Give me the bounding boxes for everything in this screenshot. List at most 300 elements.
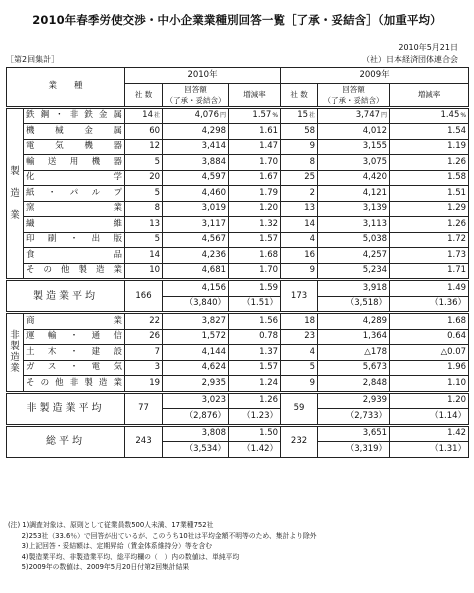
companies-2009-value: 18 (304, 315, 316, 326)
amount-2009 (318, 186, 390, 202)
table-row (7, 248, 469, 264)
rate-2010-value: 1.37 (259, 346, 279, 357)
amount-2010 (163, 345, 229, 361)
rate-2009 (390, 186, 469, 202)
companies-2010-value: 7 (154, 346, 161, 357)
companies-2009 (281, 313, 318, 330)
simple-avg-amount-2009-value: （2,733） (345, 410, 388, 421)
table-row (7, 139, 469, 155)
simple-avg-rate-2010-value: （1.42） (242, 443, 279, 454)
companies-2009-value: 2 (309, 187, 316, 198)
summary-rate-2010 (229, 425, 281, 442)
amount-2009 (318, 360, 390, 376)
simple-avg-rate-2009 (390, 409, 469, 426)
summary-rate-2010 (229, 392, 281, 409)
amount-2010-value: 4,460 (201, 187, 227, 198)
amount-2010-value: 4,076 (194, 110, 219, 121)
industry-name: 土木・建設 (24, 345, 125, 361)
rate-2010 (229, 360, 281, 376)
rate-2010 (229, 217, 281, 233)
amount-2009-value: 5,038 (362, 234, 388, 245)
rate-2009 (390, 313, 469, 330)
summary-amount-2009 (318, 392, 390, 409)
summary-amount-2010 (163, 425, 229, 442)
industry-name: 鉄鋼・非鉄金属 (24, 107, 125, 124)
amount-2010-value: 4,144 (201, 346, 227, 357)
summary-companies-2009-value: 59 (293, 403, 305, 413)
table-row (7, 232, 469, 248)
rate-2010 (229, 107, 281, 124)
summary-rate-2009 (390, 392, 469, 409)
rate-2009 (390, 376, 469, 393)
companies-2009 (281, 139, 318, 155)
amount-2009-value: 1,364 (362, 331, 388, 342)
companies-2010-value: 5 (154, 156, 161, 167)
rate-2009 (390, 360, 469, 376)
amount-2009-value: △178 (364, 346, 388, 357)
rate-2009-value: 1.10 (447, 377, 467, 388)
industry-name: 食品 (24, 248, 125, 264)
amount-2009 (318, 232, 390, 248)
amount-2009 (318, 124, 390, 140)
simple-avg-amount-2009 (318, 296, 390, 313)
amount-2009-value: 3,747 (355, 110, 381, 121)
rate-2009-value: 0.64 (447, 331, 467, 342)
footnote-line: (注) 1)調査対象は、原則として従業員数500人未満、17業種752社 (8, 521, 214, 529)
amount-2009-value: 3,139 (362, 203, 388, 214)
summary-rate-2009-value: 1.49 (447, 282, 467, 293)
amount-2010-value: 2,935 (201, 377, 227, 388)
amount-2010-value: 4,681 (201, 265, 227, 276)
group-label-nonmfg: 非 製 造 業 (7, 313, 24, 393)
rate-2009-value: 1.45 (440, 110, 460, 121)
amount-2010 (163, 248, 229, 264)
amount-2010 (163, 232, 229, 248)
amount-2010 (163, 155, 229, 171)
summary-rate-2009 (390, 425, 469, 442)
tally-label: ［第2回集計］ (6, 55, 60, 64)
companies-2009 (281, 170, 318, 186)
industry-name: 繊維 (24, 217, 125, 233)
amount-2009 (318, 248, 390, 264)
summary-row-nonmfg_avg (7, 392, 469, 409)
companies-2009-value: 9 (309, 265, 316, 276)
header-row (7, 68, 469, 84)
summary-companies-2009-value: 173 (290, 290, 308, 301)
rate-2010-value: 1.47 (259, 141, 279, 152)
amount-2010 (163, 107, 229, 124)
summary-amount-2009-value: 3,918 (362, 282, 388, 293)
rate-2010 (229, 376, 281, 393)
companies-2010-value: 5 (154, 187, 161, 198)
summary-rate-2010-value: 1.26 (259, 395, 279, 406)
footnote-line: 2)253社（33.6％）で回答が出ているが、このうち10社は平均金額不明等のため、集計より除外 (8, 531, 317, 540)
simple-avg-rate-2009-value: （1.14） (430, 410, 467, 421)
industry-name: その他非製造業 (24, 376, 125, 393)
rate-2010-value: 1.70 (259, 156, 279, 167)
industry-name: その他製造業 (24, 263, 125, 280)
amount-2010 (163, 329, 229, 345)
companies-2009 (281, 376, 318, 393)
rate-2009-value: 1.26 (447, 156, 467, 167)
rate-2009 (390, 107, 469, 124)
rate-2010-value: 1.57 (259, 234, 279, 245)
rate-2009 (390, 345, 469, 361)
companies-2009 (281, 107, 318, 124)
summary-amount-2009 (318, 425, 390, 442)
companies-2010 (125, 186, 163, 202)
simple-avg-amount-2010-value: （3,840） (184, 298, 227, 309)
amount-2010-value: 4,236 (201, 249, 227, 260)
summary-rate-2010 (229, 280, 281, 297)
table-row (7, 170, 469, 186)
rate-2009-value: 1.96 (447, 362, 467, 373)
companies-2009-value: 9 (309, 141, 316, 152)
summary-amount-2010 (163, 280, 229, 297)
rate-2010 (229, 170, 281, 186)
amount-2010 (163, 170, 229, 186)
summary-amount-2010-value: 3,023 (201, 395, 227, 406)
rate-2009 (390, 155, 469, 171)
document-title: 2010年春季労使交渉・中小企業業種別回答一覧［了承・妥結含］（加重平均） (32, 13, 442, 27)
rate-2009 (390, 232, 469, 248)
unit-mark: 社 (309, 112, 316, 120)
simple-avg-amount-2010 (163, 296, 229, 313)
summary-companies-2010-value: 77 (138, 403, 149, 413)
simple-avg-amount-2010 (163, 409, 229, 426)
amount-2009 (318, 107, 390, 124)
amount-2010-value: 4,624 (201, 362, 227, 373)
amount-2009-value: 3,075 (362, 156, 388, 167)
industry-name: 紙・パルプ (24, 186, 125, 202)
amount-2009 (318, 345, 390, 361)
amount-2010-value: 3,117 (201, 218, 227, 229)
table-row (7, 124, 469, 140)
companies-2009-value: 5 (309, 362, 316, 373)
companies-2010-value: 5 (154, 234, 161, 245)
companies-2009 (281, 360, 318, 376)
summary-companies-2010-value: 243 (135, 436, 152, 446)
companies-2010 (125, 329, 163, 345)
companies-2010-value: 19 (149, 377, 161, 388)
simple-avg-rate-2010-value: （1.23） (242, 410, 279, 421)
companies-2009 (281, 201, 318, 217)
unit-mark: 社 (154, 112, 161, 120)
companies-2009 (281, 124, 318, 140)
companies-2010-value: 10 (149, 265, 161, 276)
source-org: （社）日本経済団体連合会 (362, 55, 458, 64)
rate-2009-value: 1.72 (447, 234, 467, 245)
companies-2010-value: 14 (142, 110, 153, 121)
amount-2010-value: 3,414 (201, 141, 227, 152)
summary-amount-2010-value: 4,156 (201, 282, 227, 293)
companies-2009-value: 15 (297, 110, 309, 121)
rate-2009-value: △0.07 (440, 346, 467, 357)
industry-name: 運輸・通信 (24, 329, 125, 345)
amount-2010-value: 3,019 (201, 203, 227, 214)
companies-2009-value: 8 (309, 156, 316, 167)
summary-amount-2010-value: 3,808 (201, 428, 227, 439)
companies-2010 (125, 345, 163, 361)
table-row (7, 360, 469, 376)
simple-avg-rate-2010-value: （1.51） (242, 298, 279, 309)
summary-rate-2010-value: 1.50 (259, 428, 279, 439)
amount-2009-value: 3,155 (362, 141, 388, 152)
summary-companies-2009 (281, 280, 318, 313)
group-label-mfg: 製 造 業 (7, 107, 24, 280)
rate-2009 (390, 263, 469, 280)
companies-2009 (281, 217, 318, 233)
simple-avg-amount-2010-value: （3,534） (184, 443, 227, 454)
amount-2010 (163, 263, 229, 280)
unit-mark: 円 (381, 112, 388, 120)
simple-avg-rate-2009 (390, 296, 469, 313)
companies-2009 (281, 232, 318, 248)
rate-2009-value: 1.19 (447, 141, 467, 152)
amount-2009 (318, 376, 390, 393)
industry-name: 輸送用機器 (24, 155, 125, 171)
amount-2010-value: 4,597 (201, 172, 227, 183)
companies-2010 (125, 170, 163, 186)
companies-2009-value: 4 (309, 346, 316, 357)
amount-2010 (163, 313, 229, 330)
summary-rate-2009-value: 1.42 (447, 428, 467, 439)
summary-companies-2009 (281, 392, 318, 425)
simple-avg-amount-2009 (318, 409, 390, 426)
column-header-amount: 回答額 （了承・妥結含） (163, 83, 229, 107)
companies-2009-value: 23 (304, 331, 316, 342)
footnote-line: 4)製造業平均、非製造業平均、総平均欄の（ ）内の数値は、単純平均 (8, 552, 240, 561)
rate-2010 (229, 263, 281, 280)
year-2010-header: 2010年 (125, 68, 281, 84)
rate-2009 (390, 248, 469, 264)
amount-2009 (318, 139, 390, 155)
rate-2010 (229, 232, 281, 248)
companies-2009-value: 9 (309, 377, 316, 388)
amount-2009-value: 4,257 (362, 249, 388, 260)
table-row (7, 313, 469, 330)
simple-avg-rate-2010 (229, 409, 281, 426)
industry-name: ガス・電気 (24, 360, 125, 376)
rate-2009 (390, 124, 469, 140)
rate-2009-value: 1.73 (447, 249, 467, 260)
amount-2010 (163, 217, 229, 233)
rate-2009 (390, 217, 469, 233)
companies-2010-value: 20 (149, 172, 161, 183)
rate-2010-value: 1.67 (259, 172, 279, 183)
companies-2010 (125, 155, 163, 171)
summary-amount-2010 (163, 392, 229, 409)
amount-2009-value: 3,113 (362, 218, 388, 229)
table-row (7, 376, 469, 393)
industry-name: 商業 (24, 313, 125, 330)
companies-2009 (281, 263, 318, 280)
summary-companies-2010 (125, 392, 163, 425)
column-header-companies-2009: 社 数 (281, 83, 318, 107)
summary-label-total_avg: 総平均 (7, 425, 125, 457)
summary-label-nonmfg_avg: 非製造業平均 (7, 392, 125, 425)
companies-2010-value: 12 (149, 141, 161, 152)
companies-2010 (125, 232, 163, 248)
companies-2009 (281, 345, 318, 361)
industry-name: 印刷・出版 (24, 232, 125, 248)
companies-2010-value: 13 (149, 218, 161, 229)
rate-2009 (390, 170, 469, 186)
companies-2009 (281, 248, 318, 264)
amount-2010 (163, 186, 229, 202)
companies-2010 (125, 124, 163, 140)
summary-companies-2009 (281, 425, 318, 457)
rate-2010-value: 1.32 (259, 218, 279, 229)
rate-2010 (229, 201, 281, 217)
publish-date: 2010年5月21日 (398, 43, 458, 52)
companies-2009-value: 13 (304, 203, 316, 214)
rate-2009-value: 1.58 (447, 172, 467, 183)
column-header-amount-2009: 回答額 （了承・妥結含） (318, 83, 390, 107)
rate-2010-value: 1.79 (259, 187, 279, 198)
companies-2010-value: 8 (154, 203, 161, 214)
rate-2009-value: 1.54 (447, 125, 467, 136)
companies-2009-value: 4 (309, 234, 316, 245)
industry-name: 機械金属 (24, 124, 125, 140)
amount-2010-value: 1,572 (201, 331, 227, 342)
industry-name: 電気機器 (24, 139, 125, 155)
amount-2010 (163, 139, 229, 155)
summary-companies-2009-value: 232 (290, 436, 308, 446)
rate-2010-value: 1.70 (259, 265, 279, 276)
amount-2009 (318, 263, 390, 280)
rate-2010 (229, 124, 281, 140)
rate-2009 (390, 139, 469, 155)
unit-mark: % (272, 112, 279, 120)
summary-amount-2009-value: 2,939 (362, 395, 388, 406)
rate-2009-value: 1.51 (447, 187, 467, 198)
simple-avg-amount-2009 (318, 442, 390, 458)
companies-2009 (281, 329, 318, 345)
amount-2009 (318, 201, 390, 217)
rate-2010-value: 1.57 (259, 362, 279, 373)
simple-avg-amount-2009-value: （3,518） (345, 298, 388, 309)
amount-2009-value: 4,289 (362, 315, 388, 326)
rate-2009 (390, 201, 469, 217)
summary-rate-2009-value: 1.20 (447, 395, 467, 406)
amount-2009 (318, 155, 390, 171)
summary-companies-2010 (125, 280, 163, 313)
companies-2009 (281, 155, 318, 171)
rate-2010 (229, 155, 281, 171)
summary-label-mfg_avg: 製造業平均 (7, 280, 125, 313)
companies-2009-value: 16 (304, 249, 316, 260)
table-row (7, 107, 469, 124)
rate-2010 (229, 186, 281, 202)
amount-2009-value: 2,848 (362, 377, 388, 388)
industry-name: 化学 (24, 170, 125, 186)
amount-2009 (318, 170, 390, 186)
summary-row-mfg_avg (7, 280, 469, 297)
simple-avg-rate-2010 (229, 442, 281, 458)
rate-2009-value: 1.26 (447, 218, 467, 229)
column-header-rate-2009: 増減率 (390, 83, 469, 107)
amount-2010-value: 4,298 (201, 125, 227, 136)
amount-2009-value: 4,420 (362, 172, 388, 183)
results-table (6, 67, 469, 458)
table-row (7, 329, 469, 345)
rate-2009 (390, 329, 469, 345)
companies-2010-value: 14 (149, 249, 161, 260)
simple-avg-amount-2010-value: （2,876） (184, 410, 227, 421)
amount-2010-value: 4,567 (201, 234, 227, 245)
amount-2009 (318, 329, 390, 345)
companies-2010-value: 22 (149, 315, 161, 326)
companies-2010 (125, 107, 163, 124)
companies-2010 (125, 360, 163, 376)
summary-amount-2009 (318, 280, 390, 297)
amount-2009-value: 5,234 (362, 265, 388, 276)
amount-2009 (318, 217, 390, 233)
rate-2010 (229, 313, 281, 330)
rate-2010 (229, 329, 281, 345)
companies-2010-value: 3 (154, 362, 161, 373)
simple-avg-rate-2009-value: （1.31） (430, 443, 467, 454)
rate-2010 (229, 139, 281, 155)
companies-2010 (125, 201, 163, 217)
amount-2010 (163, 201, 229, 217)
rate-2010 (229, 345, 281, 361)
column-header-rate: 増減率 (229, 83, 281, 107)
companies-2010 (125, 217, 163, 233)
companies-2010 (125, 376, 163, 393)
year-2009-header: 2009年 (281, 68, 469, 84)
summary-row-total_avg (7, 425, 469, 442)
summary-rate-2010-value: 1.59 (259, 282, 279, 293)
table-row (7, 217, 469, 233)
companies-2010-value: 60 (149, 125, 161, 136)
companies-2009-value: 25 (304, 172, 316, 183)
companies-2009-value: 14 (304, 218, 316, 229)
amount-2010-value: 3,827 (201, 315, 227, 326)
rate-2010-value: 0.78 (259, 331, 279, 342)
table-row (7, 345, 469, 361)
summary-companies-2010 (125, 425, 163, 457)
footnote-line: 5)2009年の数値は、2009年5月20日付第2回集計結果 (8, 563, 190, 571)
rate-2009-value: 1.71 (447, 265, 467, 276)
companies-2009-value: 58 (304, 125, 316, 136)
column-header-companies: 社 数 (125, 83, 163, 107)
rate-2009-value: 1.29 (447, 203, 467, 214)
rate-2010-value: 1.24 (259, 377, 279, 388)
rate-2009-value: 1.68 (447, 315, 467, 326)
rate-2010 (229, 248, 281, 264)
unit-mark: % (460, 112, 467, 120)
companies-2010 (125, 263, 163, 280)
footnotes (8, 520, 317, 573)
table-row (7, 263, 469, 280)
simple-avg-rate-2010 (229, 296, 281, 313)
table-row (7, 155, 469, 171)
industry-name: 窯業 (24, 201, 125, 217)
unit-mark: 円 (220, 112, 227, 120)
amount-2009 (318, 313, 390, 330)
summary-rate-2009 (390, 280, 469, 297)
amount-2010 (163, 124, 229, 140)
amount-2009-value: 5,673 (362, 362, 388, 373)
table-row (7, 201, 469, 217)
companies-2010 (125, 139, 163, 155)
simple-avg-rate-2009-value: （1.36） (430, 298, 467, 309)
summary-amount-2009-value: 3,651 (362, 428, 388, 439)
companies-2009 (281, 186, 318, 202)
companies-2010 (125, 248, 163, 264)
